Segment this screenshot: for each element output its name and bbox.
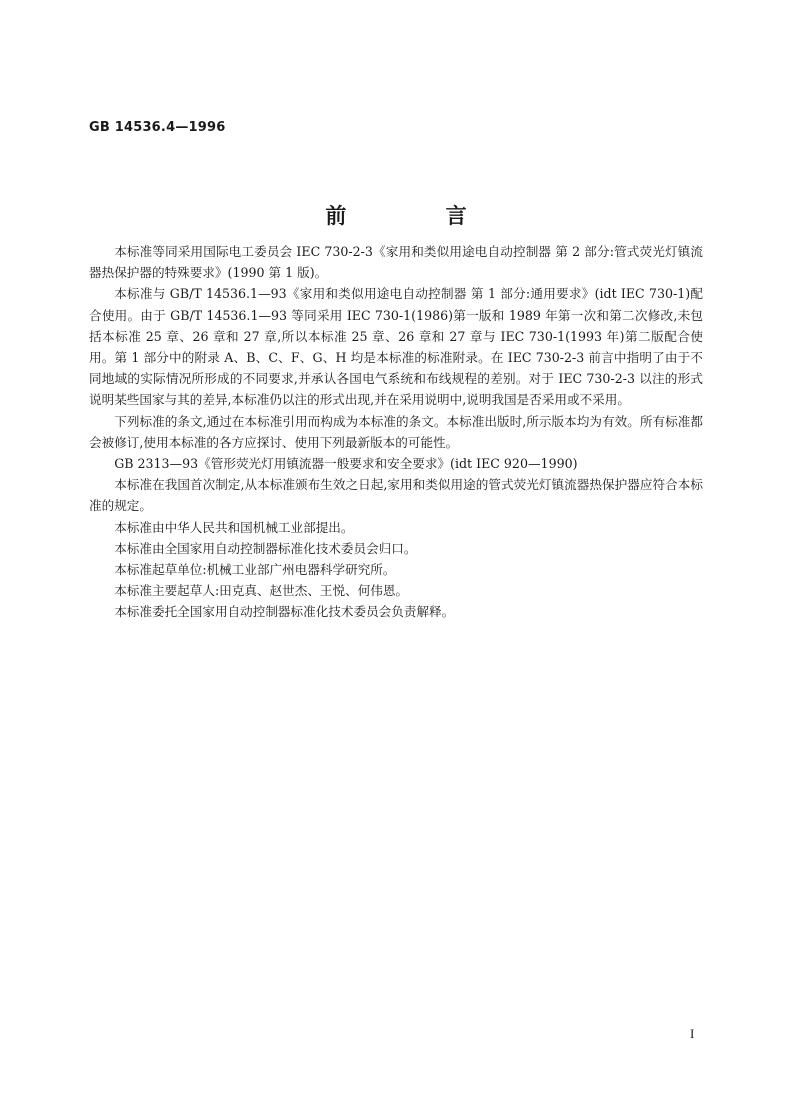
paragraph-effective: 本标准在我国首次制定,从本标准颁布生效之日起,家用和类似用途的管式荧光灯镇流器热保护器应符合本标准的规定。: [89, 477, 703, 514]
paragraph-interpretation: 本标准委托全国家用自动控制器标准化技术委员会负责解释。: [114, 604, 455, 620]
paragraph-drafters: 本标准主要起草人:田克真、赵世杰、王悦、何伟恩。: [114, 583, 409, 599]
paragraph-reference-gb2313: GB 2313—93《管形荧光灯用镇流器一般要求和安全要求》(idt IEC 920—1990): [114, 456, 578, 472]
paragraph-drafting-unit: 本标准起草单位:机械工业部广州电器科学研究所。: [114, 562, 396, 578]
paragraph-adoption: 本标准等同采用国际电工委员会 IEC 730-2-3《家用和类似用途电自动控制器 第 2 部分:管式荧光灯镇流器热保护器的特殊要求》(1990 第 1 版)。: [89, 244, 703, 281]
paragraph-references-intro: 下列标准的条文,通过在本标准引用而构成为本标准的条文。本标准出版时,所示版本均为有效。所有标准都会被修订,使用本标准的各方应探讨、使用下列最新版本的可能性。: [89, 413, 703, 450]
preface-body: [89, 241, 703, 623]
paragraph-committee: 本标准由全国家用自动控制器标准化技术委员会归口。: [114, 540, 417, 556]
paragraph-proposer: 本标准由中华人民共和国机械工业部提出。: [114, 519, 354, 535]
page-number: I: [690, 1026, 695, 1041]
paragraph-usage: 本标准与 GB/T 14536.1—93《家用和类似用途电自动控制器 第 1 部分:通用要求》(idt IEC 730-1)配合使用。由于 GB/T 14536.1—93 等同采用 IEC 730-1(1986)第一版和 1989 年第一次和第二次修改,未包括本标准 25 章、26 章和 27 章,所以本标准 25 章、26 章和 27 章与 IEC 730-1(1993 年)第二版配合使用。第 1 部分中的附录 A、B、C、F、G、H 均是本标准的标准附录。在 IEC 730-2-3 前言中指明了由于不同地域的实际情况所形成的不同要求,并承认各国电气系统和布线规程的差别。对于 IEC 730-2-3 以注的形式说明某些国家与其的差异,本标准仍以注的形式出现,并在采用说明中,说明我国是否采用或不采用。: [89, 286, 703, 408]
standard-number: GB 14536.4—1996: [89, 120, 226, 135]
preface-title: 前 言: [325, 204, 513, 228]
